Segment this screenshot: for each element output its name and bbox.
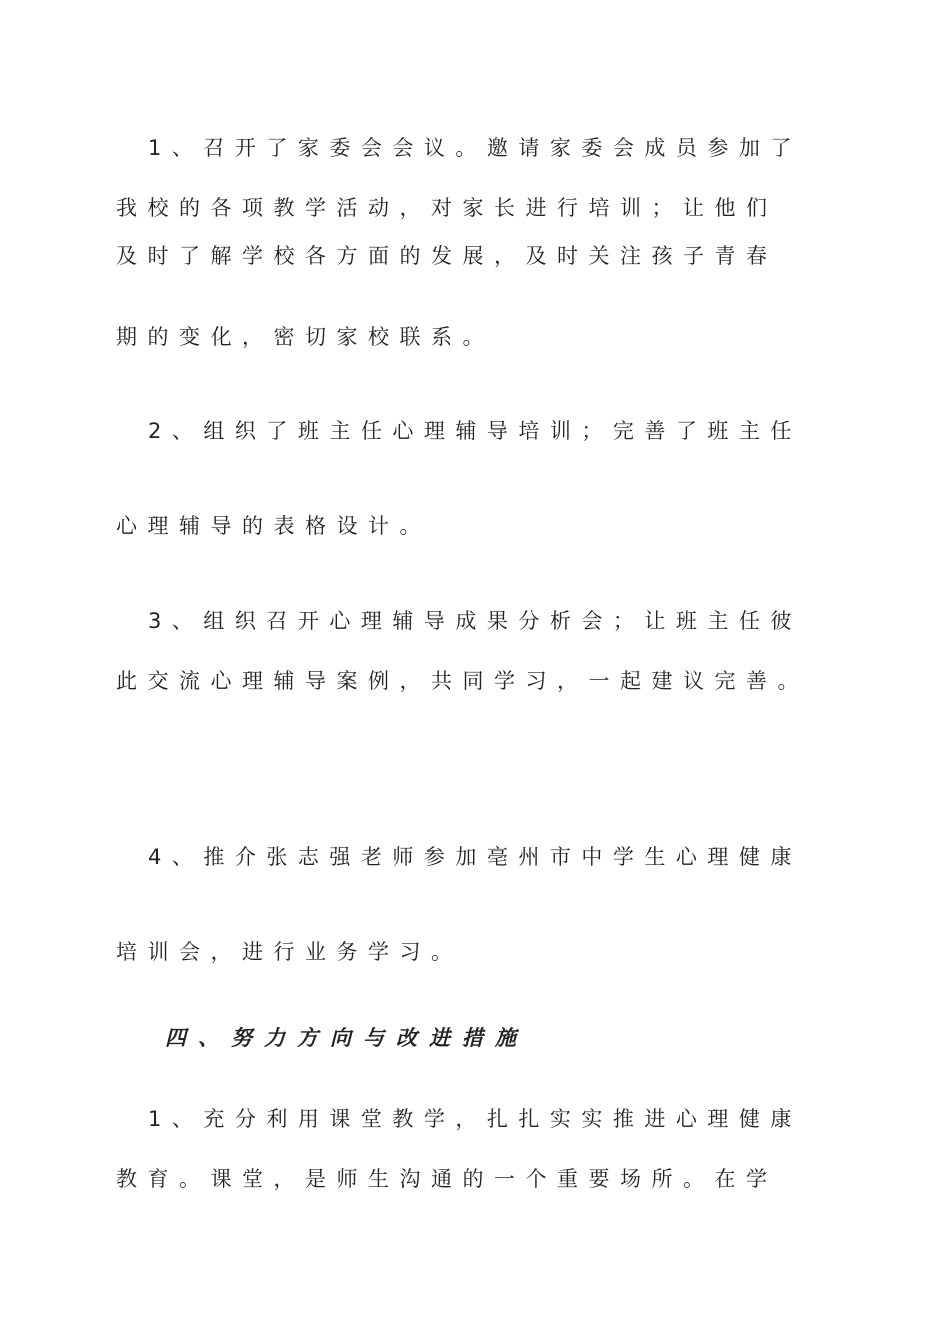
paragraph-line: 2、组织了班主任心理辅导培训；完善了班主任 (148, 419, 802, 443)
paragraph-line: 培训会，进行业务学习。 (116, 940, 463, 964)
paragraph-line: 1、充分利用课堂教学，扎扎实实推进心理健康 (148, 1107, 802, 1131)
paragraph-line: 3、组织召开心理辅导成果分析会；让班主任彼 (148, 609, 802, 633)
paragraph-line: 教育。课堂，是师生沟通的一个重要场所。在学 (116, 1167, 778, 1191)
paragraph-line: 1、召开了家委会会议。邀请家委会成员参加了 (148, 136, 802, 160)
paragraph-line: 心理辅导的表格设计。 (116, 514, 431, 538)
paragraph-line: 4、推介张志强老师参加亳州市中学生心理健康 (148, 845, 802, 869)
section-heading: 四、努力方向与改进措施 (165, 1026, 528, 1050)
paragraph-line: 及时了解学校各方面的发展，及时关注孩子青春 (116, 244, 778, 268)
paragraph-line: 我校的各项教学活动，对家长进行培训；让他们 (116, 196, 778, 220)
paragraph-line: 此交流心理辅导案例，共同学习，一起建议完善。 (116, 669, 809, 693)
paragraph-line: 期的变化，密切家校联系。 (116, 325, 494, 349)
